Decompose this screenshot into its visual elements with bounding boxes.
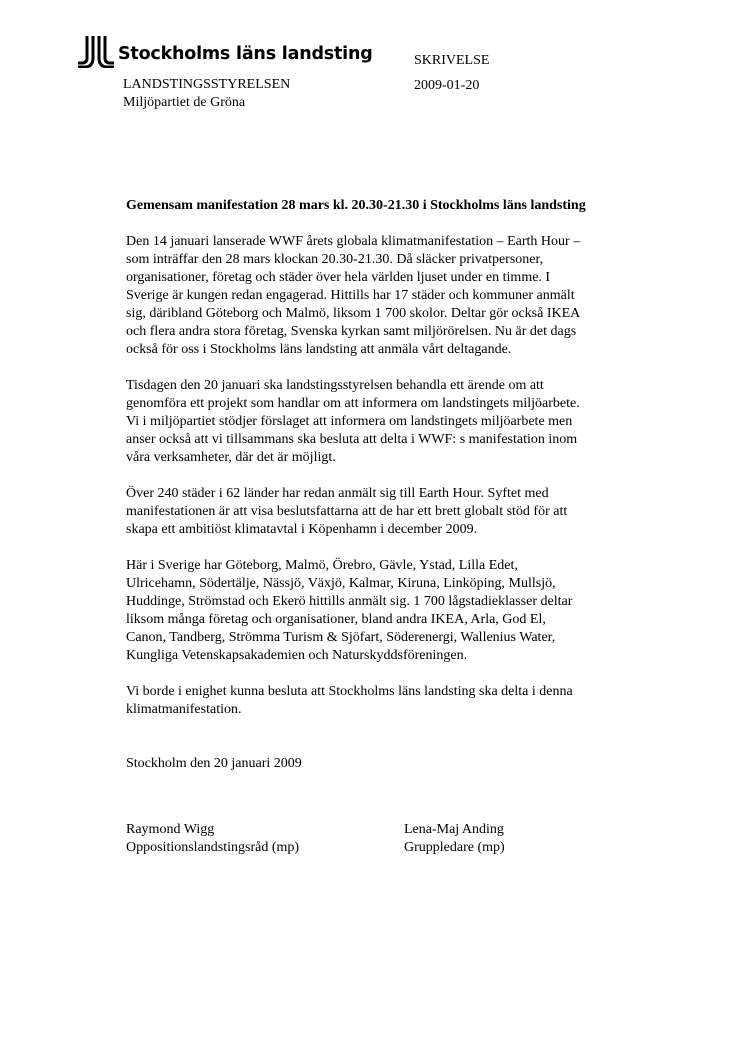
- party-name: Miljöpartiet de Gröna: [123, 95, 246, 110]
- text-line: Över 240 städer i 62 länder har redan anmält sig till Earth Hour. Syftet med: [126, 486, 549, 501]
- text-line: organisationer, företag och städer över hela världen ljuset under en timme. I: [126, 270, 551, 285]
- text-line: Huddinge, Strömstad och Ekerö hittills anmält sig. 1 700 lågstadieklasser deltar: [126, 594, 573, 609]
- text-line: Här i Sverige har Göteborg, Malmö, Örebro, Gävle, Ystad, Lilla Edet,: [126, 558, 518, 573]
- text-line: manifestationen är att visa beslutsfattarna att de har ett brett globalt stöd för att: [126, 504, 568, 519]
- paragraph: [126, 683, 636, 719]
- department-name: LANDSTINGSSTYRELSEN: [123, 77, 291, 92]
- place-and-date: Stockholm den 20 januari 2009: [126, 756, 302, 771]
- text-line: skapa ett ambitiöst klimatavtal i Köpenhamn i december 2009.: [126, 522, 478, 537]
- text-line: våra verksamheter, där det är möjligt.: [126, 450, 336, 465]
- text-line: Canon, Tandberg, Strömma Turism & Sjöfart, Söderenergi, Wallenius Water,: [126, 630, 556, 645]
- text-line: Vi borde i enighet kunna besluta att Stockholms läns landsting ska delta i denna: [126, 684, 573, 699]
- text-line: klimatmanifestation.: [126, 702, 242, 717]
- signatory-role: Gruppledare (mp): [404, 840, 505, 855]
- text-line: anser också att vi tillsammans ska besluta att delta i WWF: s manifestation inom: [126, 432, 578, 447]
- document-title: Gemensam manifestation 28 mars kl. 20.30-21.30 i Stockholms läns landsting: [126, 198, 586, 213]
- text-line: Tisdagen den 20 januari ska landstingsstyrelsen behandla ett ärende om att: [126, 378, 544, 393]
- paragraph: [126, 233, 636, 359]
- landsting-logo-icon: [78, 36, 114, 68]
- document-body: [126, 197, 636, 773]
- text-line: och flera andra stora företag, Svenska kyrkan samt miljörörelsen. Nu är det dags: [126, 324, 577, 339]
- text-line: också för oss i Stockholms läns landsting att anmäla vårt deltagande.: [126, 342, 512, 357]
- signature-right: [404, 821, 505, 857]
- signatory-name: Raymond Wigg: [126, 822, 215, 837]
- signature-left: [126, 821, 299, 857]
- logo-text: Stockholms läns landsting: [118, 44, 373, 64]
- paragraph: [126, 485, 636, 539]
- text-line: Den 14 januari lanserade WWF årets globala klimatmanifestation – Earth Hour –: [126, 234, 581, 249]
- signatory-role: Oppositionslandstingsråd (mp): [126, 840, 300, 855]
- paragraph: [126, 557, 636, 665]
- text-line: Sverige är kungen redan engagerad. Hittills har 17 städer och kommuner anmält: [126, 288, 575, 303]
- logo: [78, 36, 373, 68]
- paragraph: [126, 377, 636, 467]
- document-type: SKRIVELSE: [414, 53, 490, 68]
- text-line: liksom många företag och organisationer, bland andra IKEA, Arla, God El,: [126, 612, 546, 627]
- text-line: sig, däribland Göteborg och Malmö, liksom 1 700 skolor. Deltar gör också IKEA: [126, 306, 581, 321]
- signatory-name: Lena-Maj Anding: [404, 822, 504, 837]
- text-line: Vi i miljöpartiet stödjer förslaget att informera om landstingets miljöarbete men: [126, 414, 573, 429]
- document-date: 2009-01-20: [414, 78, 480, 93]
- text-line: genomföra ett projekt som handlar om att informera om landstingets miljöarbete.: [126, 396, 580, 411]
- text-line: Kungliga Vetenskapsakademien och Naturskyddsföreningen.: [126, 648, 468, 663]
- text-line: Ulricehamn, Södertälje, Nässjö, Växjö, Kalmar, Kiruna, Linköping, Mullsjö,: [126, 576, 556, 591]
- signature-block: [126, 821, 636, 861]
- text-line: som inträffar den 28 mars klockan 20.30-21.30. Då släcker privatpersoner,: [126, 252, 544, 267]
